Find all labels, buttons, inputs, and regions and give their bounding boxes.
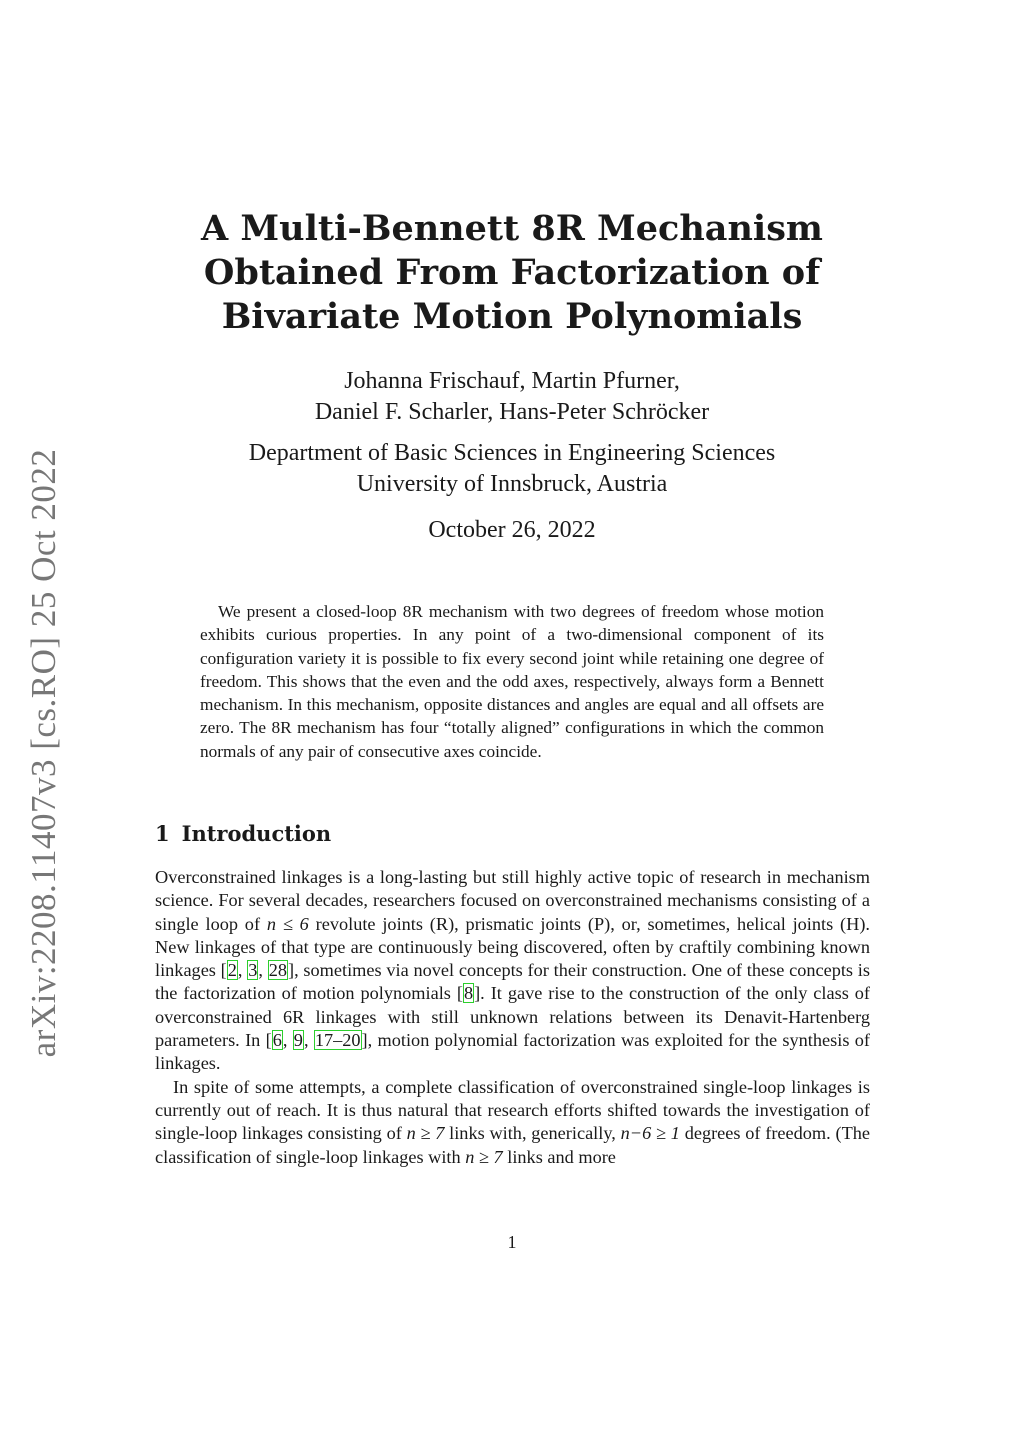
- math-inline: n ≥ 7: [465, 1146, 503, 1167]
- text-run: ], sometimes via novel concepts for their construction. One of these concepts is the factorization of motion polynomials [: [155, 960, 870, 1004]
- publication-date: October 26, 2022: [428, 517, 596, 543]
- math-inline: n−6 ≥ 1: [620, 1123, 680, 1144]
- text-run: In spite of some attempts, a complete classification of overconstrained single-loop linkages is currently out of reach. It is thus natural that research efforts shifted towards the investigation of single-loop linkages consisting of: [155, 1076, 870, 1144]
- paragraph: Overconstrained linkages is a long-lasting but still highly active topic of research in mechanism science. For several decades, researchers focused on overconstrained mechanisms consisting of a single loop of n ≤ 6 revolute joints (R), prismatic joints (P), or, sometimes, helical joints (H). New linkages of that type are continuously being discovered, often by craftily combining known linkages [2, 3, 28], sometimes via novel concepts for their construction. One of these concepts is the factorization of motion polynomials [8]. It gave rise to the construction of the only class of overconstrained 6R linkages with still unknown relations between its Denavit-Hartenberg parameters. In [6, 9, 17–20], motion polynomial factorization was exploited for the synthesis of linkages.: [155, 867, 871, 1074]
- math-inline: n ≥ 7: [406, 1123, 445, 1144]
- text-run: ]. It gave rise to the construction of the only class of overconstrained 6R linkages with still unknown relations between its Denavit-Hartenberg parameters. In [: [155, 983, 870, 1051]
- citation-link[interactable]: 3: [248, 960, 258, 981]
- title-line: Bivariate Motion Polynomials: [221, 296, 803, 337]
- text-run: revolute joints (R), prismatic joints (P), or, sometimes, helical joints (H). New linkages of that type are continuously being discovered, often by craftily combining known linkages [: [155, 913, 870, 981]
- text-run: ], motion polynomial factorization was exploited for the synthesis of linkages.: [155, 1030, 871, 1074]
- section-title: Introduction: [181, 821, 332, 846]
- text-run: links and more: [502, 1146, 616, 1167]
- abstract: We present a closed-loop 8R mechanism with two degrees of freedom whose motion exhibits curious properties. In any point of a two-dimensional component of its configuration variety it is possible to fix every second joint while retaining one degree of freedom. This shows that the even and the odd axes, respectively, always form a Bennett mechanism. In this mechanism, opposite distances and angles are equal and all offsets are zero. The 8R mechanism has four “totally aligned” configurations in which the common normals of any pair of consecutive axes coincide.: [200, 602, 824, 761]
- arxiv-identifier[interactable]: arXiv:2208.11407v3 [cs.RO] 25 Oct 2022: [24, 448, 63, 1057]
- text-run: Overconstrained linkages is a long-lasting but still highly active topic of research in mechanism science. For several decades, researchers focused on overconstrained mechanisms consisting of a single loop of: [155, 867, 870, 934]
- citation-link[interactable]: 9: [293, 1030, 303, 1051]
- citation-link[interactable]: 8: [463, 983, 474, 1004]
- citation-link[interactable]: 17–20: [314, 1030, 361, 1051]
- author-list: [150, 366, 874, 428]
- paragraph: [155, 1076, 870, 1169]
- paper-title: [150, 207, 874, 339]
- citation-link[interactable]: 6: [272, 1030, 282, 1051]
- text-run: links with, generically,: [444, 1123, 621, 1144]
- text-run: degrees of freedom. (The classification of single-loop linkages with: [155, 1123, 870, 1167]
- citation-link[interactable]: 28: [268, 960, 287, 981]
- page-number: 1: [507, 1232, 517, 1252]
- section-number: 1: [155, 821, 170, 846]
- affiliation: [150, 438, 874, 500]
- authors-line: Daniel F. Scharler, Hans-Peter Schröcker: [314, 399, 710, 425]
- title-line: Obtained From Factorization of: [203, 252, 821, 293]
- introduction-body: [155, 866, 870, 1169]
- citation-link[interactable]: 2: [227, 960, 237, 981]
- affiliation-line: Department of Basic Sciences in Engineering Sciences: [248, 440, 776, 466]
- section-heading-introduction: [155, 820, 331, 848]
- affiliation-line: University of Innsbruck, Austria: [356, 471, 668, 497]
- arxiv-identifier-stamp: [14, 450, 74, 1055]
- title-line: A Multi-Bennett 8R Mechanism: [201, 208, 823, 249]
- math-inline: n ≤ 6: [266, 913, 309, 934]
- authors-line: Johanna Frischauf, Martin Pfurner,: [344, 368, 680, 394]
